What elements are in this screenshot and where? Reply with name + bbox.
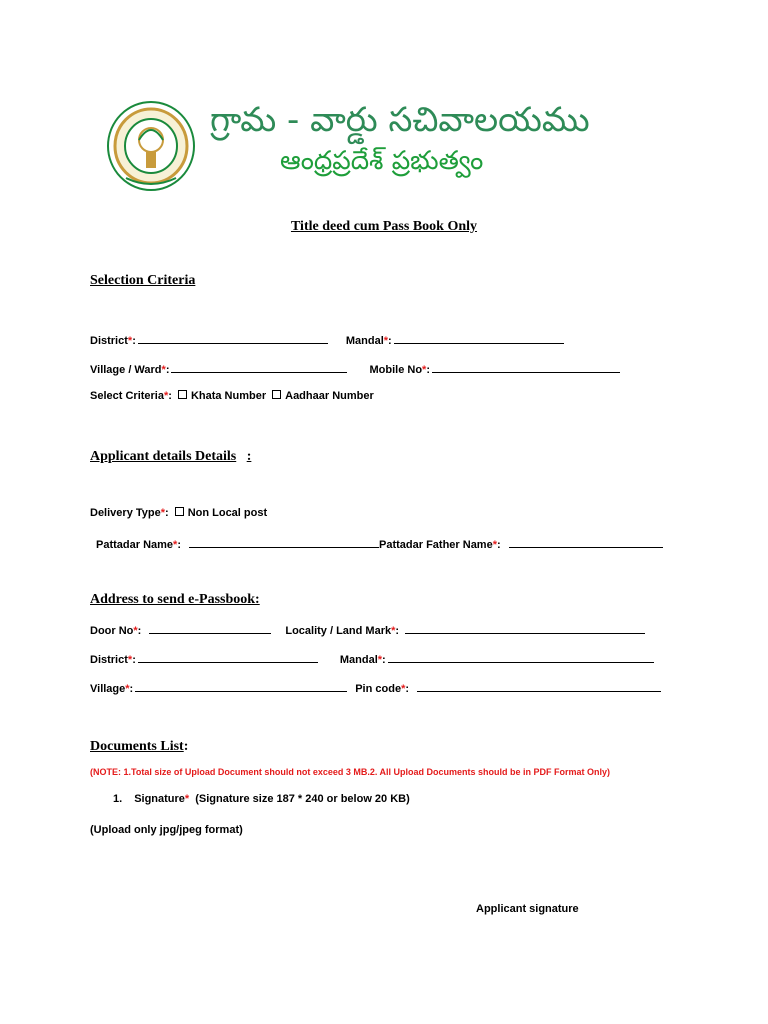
applicant-heading-row: Applicant details Details : [90, 449, 252, 464]
header-subtitle-telugu: ఆంధ్రప్రదేశ్ ప్రభుత్వం [280, 146, 484, 176]
address-district-mandal-row: District * : Mandal * : [90, 652, 654, 666]
district-mandal-row: District * : Mandal * : [90, 333, 564, 347]
door-no-field[interactable] [149, 623, 271, 634]
village-field[interactable] [171, 362, 347, 373]
village-pincode-row: Village * : Pin code * : [90, 681, 661, 695]
pincode-label: Pin code [355, 683, 402, 695]
delivery-type-row: Delivery Type * : Non Local post [90, 507, 268, 519]
select-criteria-row: Select Criteria * : Khata Number Aadhaar Number [90, 390, 374, 402]
non-local-post-checkbox[interactable] [175, 507, 184, 516]
khata-option-label: Khata Number [190, 390, 267, 402]
signature-item-label: Signature [134, 793, 185, 805]
address-village-field[interactable] [135, 681, 347, 692]
address-village-label: Village [90, 683, 126, 695]
non-local-post-label: Non Local post [187, 507, 268, 519]
upload-note: (NOTE: 1.Total size of Upload Document should not exceed 3 MB.2. All Upload Documents should be in PDF Format Only) [90, 767, 611, 777]
district-label: District [90, 335, 128, 347]
khata-checkbox[interactable] [178, 390, 187, 399]
documents-heading-row: Documents List: [90, 739, 189, 754]
item-number: 1. [113, 793, 123, 805]
address-district-field[interactable] [138, 652, 318, 663]
delivery-type-label: Delivery Type [90, 507, 161, 519]
mobile-field[interactable] [432, 362, 620, 373]
address-mandal-field[interactable] [388, 652, 654, 663]
signature-item-row: 1. Signature * (Signature size 187 * 240 or below 20 KB) [113, 793, 410, 805]
selection-criteria-heading: Selection Criteria [90, 273, 196, 288]
mobile-label: Mobile No [369, 364, 423, 376]
required-mark: * [127, 335, 133, 347]
door-locality-row: Door No * : Locality / Land Mark * : [90, 623, 645, 637]
pattadar-father-label: Pattadar Father Name [379, 539, 493, 551]
select-criteria-label: Select Criteria [90, 390, 164, 402]
aadhaar-option-label: Aadhaar Number [285, 390, 374, 402]
signature-size-note: (Signature size 187 * 240 or below 20 KB) [195, 793, 410, 805]
address-district-label: District [90, 654, 128, 666]
pattadar-father-field[interactable] [509, 537, 663, 548]
documents-list-heading: Documents List [90, 739, 184, 754]
address-heading: Address to send e-Passbook: [90, 592, 260, 607]
andhra-pradesh-emblem-logo [106, 100, 196, 192]
pincode-field[interactable] [417, 681, 661, 692]
pattadar-name-field[interactable] [189, 537, 379, 548]
mandal-label: Mandal [345, 335, 384, 347]
door-no-label: Door No [90, 625, 134, 637]
upload-format-note: (Upload only jpg/jpeg format) [90, 824, 243, 836]
applicant-details-heading: Applicant details Details [90, 449, 237, 464]
aadhaar-checkbox[interactable] [272, 390, 281, 399]
mandal-field[interactable] [394, 333, 564, 344]
village-label: Village / Ward [90, 364, 162, 376]
address-mandal-label: Mandal [339, 654, 378, 666]
district-field[interactable] [138, 333, 328, 344]
village-mobile-row: Village / Ward * : Mobile No * : [90, 362, 620, 376]
pattadar-row: Pattadar Name * : Pattadar Father Name * : [96, 537, 663, 551]
document-title: Title deed cum Pass Book Only [290, 219, 478, 234]
pattadar-name-label: Pattadar Name [96, 539, 174, 551]
locality-label: Locality / Land Mark [285, 625, 392, 637]
applicant-signature-label: Applicant signature [476, 903, 579, 915]
header-title-telugu: గ్రామ - వార్డు సచివాలయము [210, 100, 590, 140]
locality-field[interactable] [405, 623, 645, 634]
